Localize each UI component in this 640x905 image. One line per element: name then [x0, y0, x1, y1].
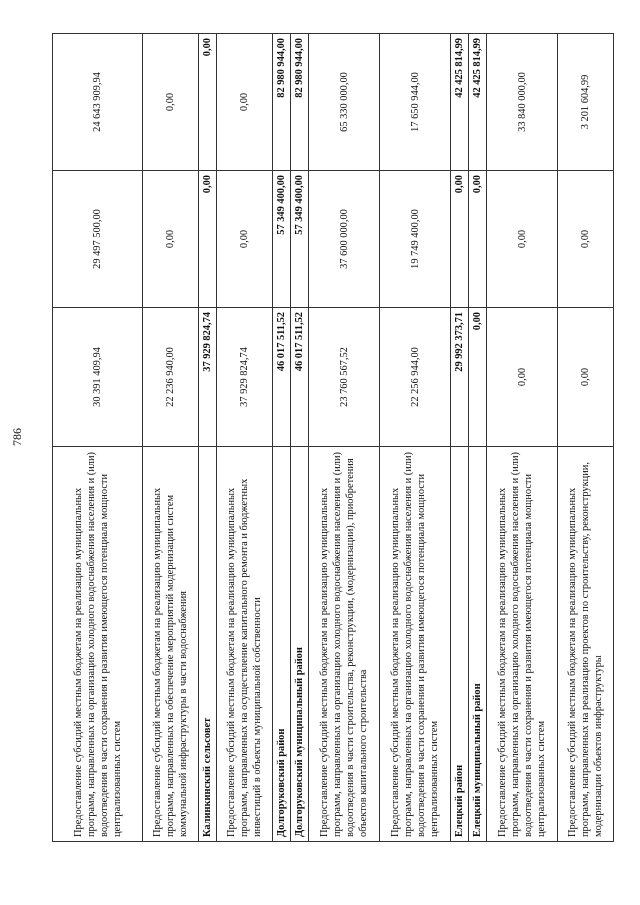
- value-2025-cell: 0,00: [217, 34, 273, 171]
- value-2023-cell: 29 992 373,71: [451, 308, 469, 447]
- value-2025-cell: 3 201 604,99: [558, 34, 614, 171]
- value-2025-cell: 33 840 000,00: [487, 34, 558, 171]
- table-row: [53, 34, 143, 842]
- value-2023-cell: 46 017 511,52: [273, 308, 291, 447]
- row-name-cell: Предоставление субсидий местным бюджетам на реализацию муниципальных программ, направленных на организацию холодного водоснабжения населения и (или) водоотведения в части строительства, реконструкции, (модернизации), приобретения объектов капитального строительства: [309, 447, 380, 842]
- row-name-cell: Калинкинский сельсовет: [199, 447, 217, 842]
- value-2025-cell: 82 980 944,00: [273, 34, 291, 171]
- value-2023-cell: 22 256 944,00: [380, 308, 451, 447]
- value-2023-cell: 22 236 940,00: [143, 308, 199, 447]
- value-2023-cell: 37 929 824,74: [217, 308, 273, 447]
- page-number: 786: [10, 428, 24, 446]
- value-2024-cell: 0,00: [558, 171, 614, 308]
- value-2025-cell: 82 980 944,00: [291, 34, 309, 171]
- row-name-cell: Елецкий муниципальный район: [469, 447, 487, 842]
- value-2024-cell: 0,00: [469, 171, 487, 308]
- value-2025-cell: 24 643 909,94: [53, 34, 143, 171]
- value-2023-cell: 0,00: [487, 308, 558, 447]
- value-2025-cell: 42 425 814,99: [451, 34, 469, 171]
- value-2024-cell: 19 749 400,00: [380, 171, 451, 308]
- value-2025-cell: 17 650 944,00: [380, 34, 451, 171]
- table-row: [380, 34, 451, 842]
- value-2024-cell: 0,00: [199, 171, 217, 308]
- value-2023-cell: 30 391 409,94: [53, 308, 143, 447]
- value-2024-cell: 37 600 000,00: [309, 171, 380, 308]
- table-row: [309, 34, 380, 842]
- row-name-cell: Предоставление субсидий местным бюджетам на реализацию муниципальных программ, направленных на организацию холодного водоснабжения населения и (или) водоотведения в части сохранения и развития имеющегося потенциала мощности централизованных систем: [487, 447, 558, 842]
- row-name-cell: Долгоруковский район: [273, 447, 291, 842]
- table-row: [469, 34, 487, 842]
- row-name-cell: Предоставление субсидий местным бюджетам на реализацию муниципальных программ, направленных на осуществление капитального ремонта и бюджетных инвестиций в объекты муниципальной собственности: [217, 447, 273, 842]
- value-2024-cell: 29 497 500,00: [53, 171, 143, 308]
- row-name-cell: Предоставление субсидий местным бюджетам на реализацию муниципальных программ, направленных на обеспечение мероприятий модернизации систем коммунальной инфраструктуры в части водоснабжения: [143, 447, 199, 842]
- value-2025-cell: 65 330 000,00: [309, 34, 380, 171]
- value-2023-cell: 23 760 567,52: [309, 308, 380, 447]
- table-row: [143, 34, 199, 842]
- table-row: [199, 34, 217, 842]
- table-row: [273, 34, 291, 842]
- value-2025-cell: 0,00: [143, 34, 199, 171]
- value-2023-cell: 46 017 511,52: [291, 308, 309, 447]
- value-2023-cell: 0,00: [558, 308, 614, 447]
- rotated-table-container: [52, 34, 617, 842]
- row-name-cell: Елецкий район: [451, 447, 469, 842]
- value-2025-cell: 0,00: [199, 34, 217, 171]
- row-name-cell: Предоставление субсидий местным бюджетам на реализацию муниципальных программ, направленных на реализацию проектов по строительству, реконструкции, модернизации объектов инфраструктуры: [558, 447, 614, 842]
- value-2025-cell: 42 425 814,99: [469, 34, 487, 171]
- value-2024-cell: 57 349 400,00: [273, 171, 291, 308]
- value-2024-cell: 0,00: [487, 171, 558, 308]
- row-name-cell: Предоставление субсидий местным бюджетам на реализацию муниципальных программ, направленных на организацию холодного водоснабжения населения и (или) водоотведения в части сохранения и развития имеющегося потенциала мощности централизованных систем: [53, 447, 143, 842]
- value-2023-cell: 37 929 824,74: [199, 308, 217, 447]
- table-row: [558, 34, 614, 842]
- table-row: [487, 34, 558, 842]
- budget-table-body: [53, 34, 614, 842]
- value-2024-cell: 0,00: [217, 171, 273, 308]
- value-2024-cell: 57 349 400,00: [291, 171, 309, 308]
- table-row: [217, 34, 273, 842]
- table-row: [451, 34, 469, 842]
- row-name-cell: Предоставление субсидий местным бюджетам на реализацию муниципальных программ, направленных на организацию холодного водоснабжения населения и (или) водоотведения в части сохранения и развития имеющегося потенциала мощности централизованных систем: [380, 447, 451, 842]
- value-2024-cell: 0,00: [143, 171, 199, 308]
- budget-table: [52, 33, 614, 842]
- row-name-cell: Долгоруковский муниципальный район: [291, 447, 309, 842]
- value-2024-cell: 0,00: [451, 171, 469, 308]
- value-2023-cell: 0,00: [469, 308, 487, 447]
- table-row: [291, 34, 309, 842]
